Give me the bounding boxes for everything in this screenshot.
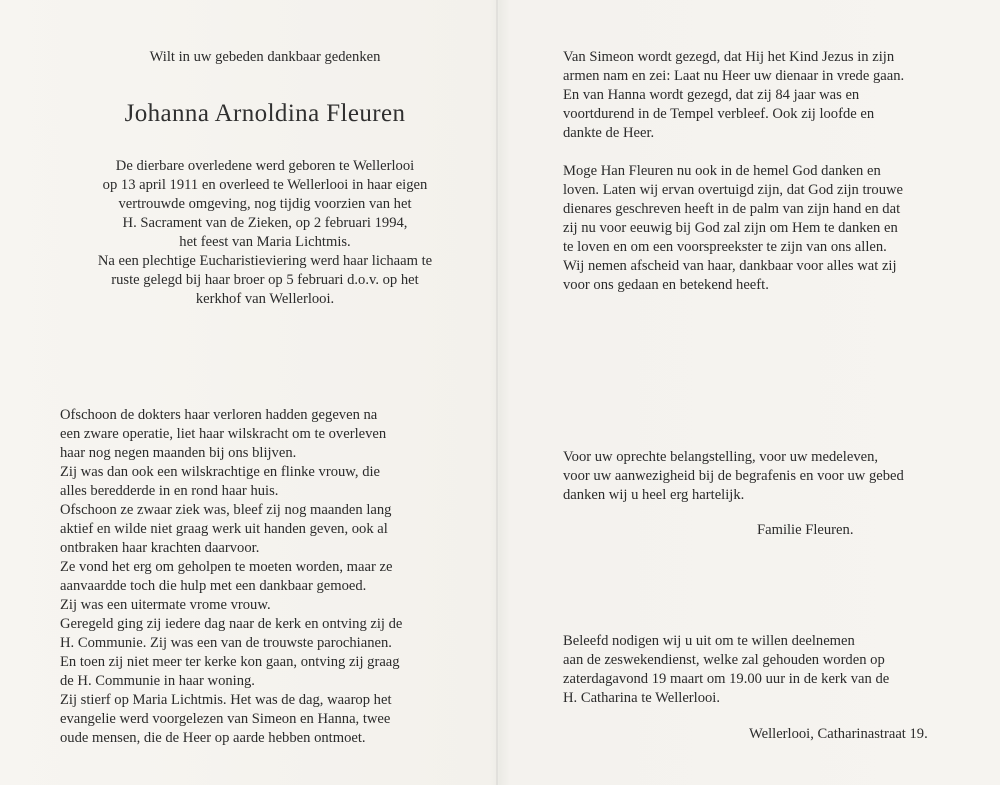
- story-line: Zij was dan ook een wilskrachtige en flinke vrouw, die: [60, 464, 381, 480]
- story-line: een zware operatie, liet haar wilskracht om te overleven: [60, 426, 387, 442]
- paragraph-line: Beleefd nodigen wij u uit om te willen deelnemen: [563, 633, 855, 649]
- paragraph-line: dienares geschreven heeft in de palm van zijn hand en dat: [563, 201, 901, 217]
- family-signature: Familie Fleuren.: [757, 522, 854, 538]
- paragraph-line: aan de zeswekendienst, welke zal gehouden worden op: [563, 652, 885, 668]
- address: Wellerlooi, Catharinastraat 19.: [749, 726, 928, 742]
- biography: [55, 157, 475, 309]
- paragraph-line: Voor uw oprechte belangstelling, voor uw medeleven,: [563, 449, 879, 465]
- bio-line: Na een plechtige Eucharistieviering werd haar lichaam te: [97, 253, 433, 269]
- story-line: Zij was een uitermate vrome vrouw.: [60, 597, 271, 613]
- paragraph-line: En van Hanna wordt gezegd, dat zij 84 jaar was en: [563, 87, 860, 103]
- bio-line: De dierbare overledene werd geboren te Wellerlooi: [115, 158, 415, 174]
- story-line: Geregeld ging zij iedere dag naar de kerk en ontving zij de: [60, 616, 403, 632]
- bio-line: op 13 april 1911 en overleed te Wellerlooi in haar eigen: [102, 177, 428, 193]
- paragraph-line: Moge Han Fleuren nu ook in de hemel God danken en: [563, 163, 881, 179]
- paragraph-line: voortdurend in de Tempel verbleef. Ook zij loofde en: [563, 106, 875, 122]
- fold-line: [496, 0, 498, 785]
- story-line: alles beredderde in en rond haar huis.: [60, 483, 279, 499]
- story-line: En toen zij niet meer ter kerke kon gaan, ontving zij graag: [60, 654, 400, 670]
- paragraph-line: Wij nemen afscheid van haar, dankbaar voor alles wat zij: [563, 258, 897, 274]
- story-line: evangelie werd voorgelezen van Simeon en Hanna, twee: [60, 711, 391, 727]
- paragraph-line: H. Catharina te Wellerlooi.: [563, 690, 721, 706]
- story-line: aanvaardde toch die hulp met een dankbaar gemoed.: [60, 578, 367, 594]
- story-line: ontbraken haar krachten daarvoor.: [60, 540, 260, 556]
- paragraph-line: danken wij u heel erg hartelijk.: [563, 487, 745, 503]
- bio-line: kerkhof van Wellerlooi.: [195, 291, 335, 307]
- paragraph-line: zaterdagavond 19 maart om 19.00 uur in de kerk van de: [563, 671, 890, 687]
- paragraph-line: loven. Laten wij ervan overtuigd zijn, dat God zijn trouwe: [563, 182, 904, 198]
- bio-line: ruste gelegd bij haar broer op 5 februari d.o.v. op het: [111, 272, 419, 288]
- farewell-paragraph: [563, 162, 963, 295]
- story-line: aktief en wilde niet graag werk uit handen geven, ook al: [60, 521, 388, 537]
- paragraph-line: Van Simeon wordt gezegd, dat Hij het Kind Jezus in zijn: [563, 49, 895, 65]
- life-story: [60, 406, 480, 748]
- paragraph-line: armen nam en zei: Laat nu Heer uw dienaar in vrede gaan.: [563, 68, 905, 84]
- bio-line: het feest van Maria Lichtmis.: [179, 234, 351, 250]
- story-line: Ofschoon ze zwaar ziek was, bleef zij nog maanden lang: [60, 502, 392, 518]
- paragraph-line: dankte de Heer.: [563, 125, 655, 141]
- paragraph-line: voor ons gedaan en betekend heeft.: [563, 277, 769, 293]
- story-line: Ofschoon de dokters haar verloren hadden gegeven na: [60, 407, 378, 423]
- bio-line: vertrouwde omgeving, nog tijdig voorzien van het: [118, 196, 412, 212]
- intro-text: Wilt in uw gebeden dankbaar gedenken: [149, 49, 381, 65]
- invitation-paragraph: [563, 632, 963, 708]
- deceased-name: Johanna Arnoldina Fleuren: [124, 100, 406, 127]
- story-line: de H. Communie in haar woning.: [60, 673, 255, 689]
- simeon-hanna-paragraph: [563, 48, 963, 143]
- paragraph-line: zij nu voor eeuwig bij God zal zijn om Hem te danken en: [563, 220, 898, 236]
- story-line: oude mensen, die de Heer op aarde hebben ontmoet.: [60, 730, 366, 746]
- left-top-section: [55, 48, 475, 309]
- thanks-paragraph: [563, 448, 963, 505]
- story-line: Zij stierf op Maria Lichtmis. Het was de dag, waarop het: [60, 692, 392, 708]
- story-line: haar nog negen maanden bij ons blijven.: [60, 445, 297, 461]
- story-line: Ze vond het erg om geholpen te moeten worden, maar ze: [60, 559, 393, 575]
- bio-line: H. Sacrament van de Zieken, op 2 februari 1994,: [122, 215, 408, 231]
- paragraph-line: voor uw aanwezigheid bij de begrafenis en voor uw gebed: [563, 468, 904, 484]
- paragraph-line: te loven en om een voorspreekster te zijn van ons allen.: [563, 239, 887, 255]
- story-line: H. Communie. Zij was een van de trouwste parochianen.: [60, 635, 392, 651]
